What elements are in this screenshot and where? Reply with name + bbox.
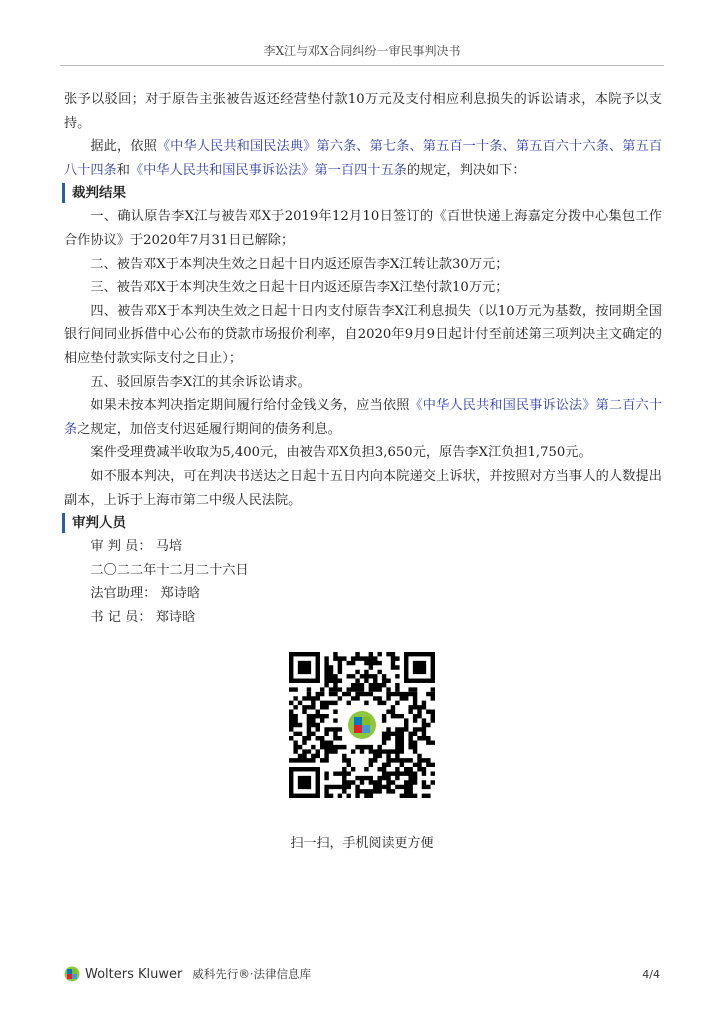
header-divider (60, 65, 664, 66)
text: 据此，依照 (90, 139, 157, 155)
judgment-item: 一、确认原告李X江与被告邓X于2019年12月10日签订的《百世快递上海嘉定分拨中心集包工作合作协议》于2020年7月31日已解除； (64, 209, 662, 248)
law-link-civil-code[interactable]: 《中华人民共和国民法典》第六条、第七条、第五百一十条、第五百六十六条、第五百八十四条 (64, 139, 663, 178)
paragraph: 张予以驳回；对于原告主张被告返还经营垫付款10万元及支付相应利息损失的诉讼请求，本院予以支持。 (64, 92, 662, 131)
legal-basis-paragraph (64, 135, 662, 182)
text: 的规定，判决如下： (406, 162, 526, 178)
judge-line: 审 判 员： 马培 (90, 539, 183, 555)
text: 之规定，加倍支付迟延履行期间的债务利息。 (77, 421, 341, 437)
judgment-item: 三、被告邓X于本判决生效之日起十日内返还原告李X江垫付款10万元； (90, 280, 509, 296)
qr-code-graphic (289, 652, 435, 798)
page-number: 4/4 (642, 968, 660, 981)
footer-brand-name: Wolters Kluwer (85, 966, 183, 982)
text: 如果未按本判决指定期间履行给付金钱义务，应当依照 (90, 398, 410, 414)
judgment-item: 四、被告邓X于本判决生效之日起十日内支付原告李X江利息损失（以10万元为基数，按同期全国银行间同业拆借中心公布的贷款市场报价利率，自2020年9月9日起计付至前述第三项判决主文确定的相应垫付款实际支付之日止）； (64, 303, 662, 366)
wolters-kluwer-logo-icon (64, 966, 80, 982)
text: 和 (116, 162, 130, 178)
document-body (64, 88, 662, 629)
law-link-civil-procedure-260[interactable]: 《中华人民共和国民事诉讼法》第二百六十条 (64, 398, 663, 437)
qr-caption: 扫一扫，手机阅读更方便 (290, 836, 434, 851)
clerk-line: 书 记 员： 郑诗晗 (90, 609, 196, 625)
judgment-item: 五、驳回原告李X江的其余诉讼请求。 (90, 374, 311, 390)
law-link-civil-procedure[interactable]: 《中华人民共和国民事诉讼法》第一百四十五条 (129, 162, 407, 178)
assistant-line: 法官助理： 郑诗晗 (90, 586, 201, 602)
qr-code[interactable] (289, 652, 435, 798)
appeal-paragraph: 如不服本判决，可在判决书送达之日起十五日内向本院递交上诉状，并按照对方当事人的人数提出副本，上诉于上海市第二中级人民法院。 (64, 468, 662, 508)
document-header: 李X江与邓X合同纠纷一审民事判决书 (263, 44, 461, 58)
judgment-item: 二、被告邓X于本判决生效之日起十日内返还原告李X江转让款30万元； (90, 256, 509, 272)
fee-paragraph: 案件受理费减半收取为5,400元，由被告邓X负担3,650元，原告李X江负担1,750元。 (90, 445, 592, 461)
delay-interest-paragraph (64, 394, 662, 441)
footer-brand (64, 966, 311, 982)
date-line: 二〇二二年十二月二十六日 (90, 562, 249, 578)
section-heading-judgment: 裁判结果 (62, 183, 662, 203)
footer-product-name: 威科先行®·法律信息库 (192, 967, 312, 981)
section-heading-judges: 审判人员 (62, 513, 662, 533)
